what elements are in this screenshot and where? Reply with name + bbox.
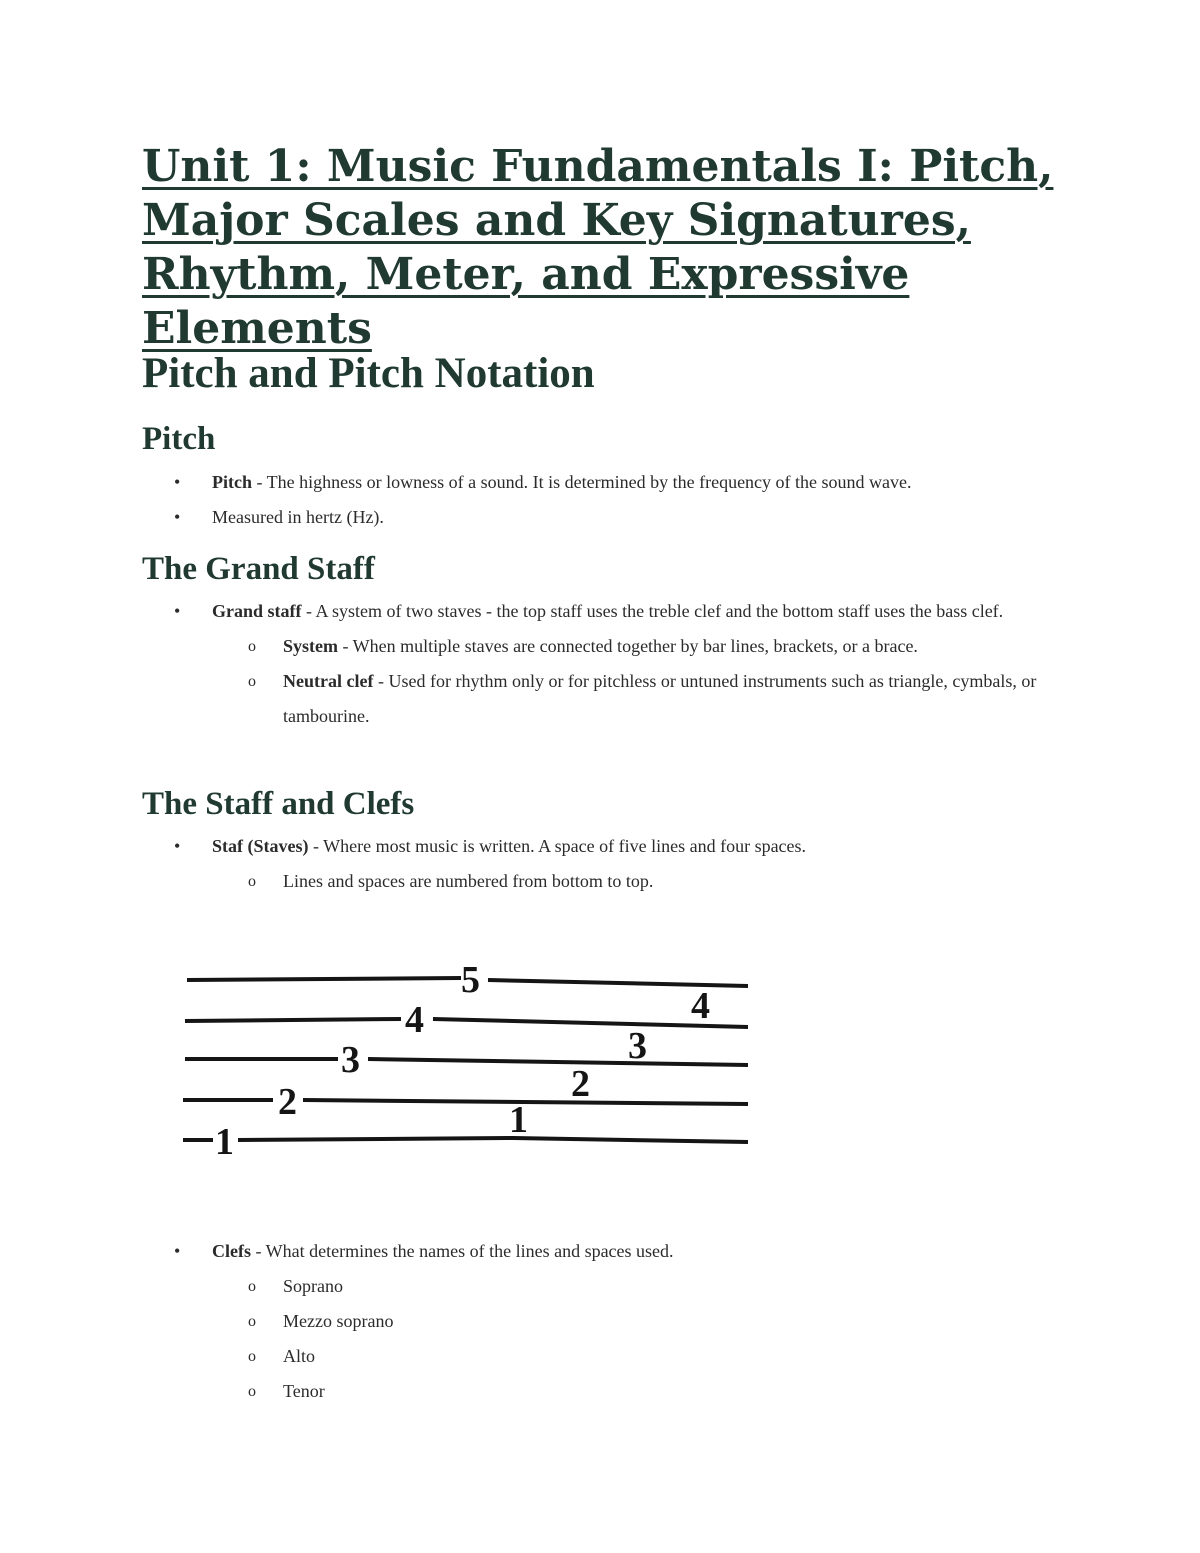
space-number-3: 3 [628, 1025, 647, 1067]
grand-staff-sublist [283, 629, 1072, 734]
clef-mezzo-soprano: Mezzo soprano [283, 1311, 394, 1331]
clef-soprano: Soprano [283, 1276, 343, 1296]
list-item [212, 465, 1072, 500]
list-item [283, 1304, 1072, 1339]
numbering-note: Lines and spaces are numbered from bottom to top. [283, 871, 654, 891]
list-item [212, 829, 1072, 899]
term-system: System [283, 636, 338, 656]
term-neutral-clef: Neutral clef [283, 671, 374, 691]
staff-numbering-image [143, 922, 788, 1197]
staff-sublist [283, 864, 1072, 899]
list-item [283, 629, 1072, 664]
clefs-list [212, 1234, 1072, 1409]
heading-grand-staff: The Grand Staff [142, 551, 375, 587]
term-staves: Staf (Staves) [212, 836, 309, 856]
space-number-2: 2 [571, 1063, 590, 1105]
measured-text: Measured in hertz (Hz). [212, 507, 384, 527]
term-clefs: Clefs [212, 1241, 251, 1261]
pitch-list [212, 465, 1072, 535]
clef-tenor: Tenor [283, 1381, 325, 1401]
document-title: Unit 1: Music Fundamentals I: Pitch, Major Scales and Key Signatures, Rhythm, Meter, and Expressive Elements [142, 141, 1054, 354]
space-number-4: 4 [691, 985, 710, 1027]
list-item [212, 594, 1072, 734]
definition-system: - When multiple staves are connected together by bar lines, brackets, or a brace. [338, 636, 918, 656]
definition-grand-staff: - A system of two staves - the top staff uses the treble clef and the bottom staff uses the bass clef. [301, 601, 1004, 621]
definition-staves: - Where most music is written. A space of five lines and four spaces. [308, 836, 807, 856]
staff-list [212, 829, 1072, 899]
list-item [212, 1234, 1072, 1409]
list-item [283, 1269, 1072, 1304]
list-item [283, 1374, 1072, 1409]
term-pitch: Pitch [212, 472, 252, 492]
clef-alto: Alto [283, 1346, 316, 1366]
list-item [283, 1339, 1072, 1374]
line-number-3: 3 [341, 1039, 360, 1081]
definition-clefs: - What determines the names of the lines and spaces used. [251, 1241, 674, 1261]
section-heading-pitch-notation: Pitch and Pitch Notation [142, 350, 595, 397]
heading-staff-clefs: The Staff and Clefs [142, 786, 415, 822]
space-number-1: 1 [509, 1099, 528, 1141]
definition-neutral-clef: - Used for rhythm only or for pitchless or untuned instruments such as triangle, cymbals, or tambourine. [283, 671, 1037, 726]
grand-staff-list [212, 594, 1072, 734]
line-number-1: 1 [215, 1121, 234, 1163]
line-number-2: 2 [278, 1081, 297, 1123]
line-number-4: 4 [405, 999, 424, 1041]
term-grand-staff: Grand staff [212, 601, 302, 621]
list-item [283, 664, 1072, 734]
list-item [283, 864, 1072, 899]
list-item [212, 500, 1072, 535]
line-number-5: 5 [461, 959, 480, 1001]
heading-pitch: Pitch [142, 421, 216, 457]
definition-pitch: - The highness or lowness of a sound. It is determined by the frequency of the sound wave. [252, 472, 912, 492]
clefs-sublist [283, 1269, 1072, 1409]
